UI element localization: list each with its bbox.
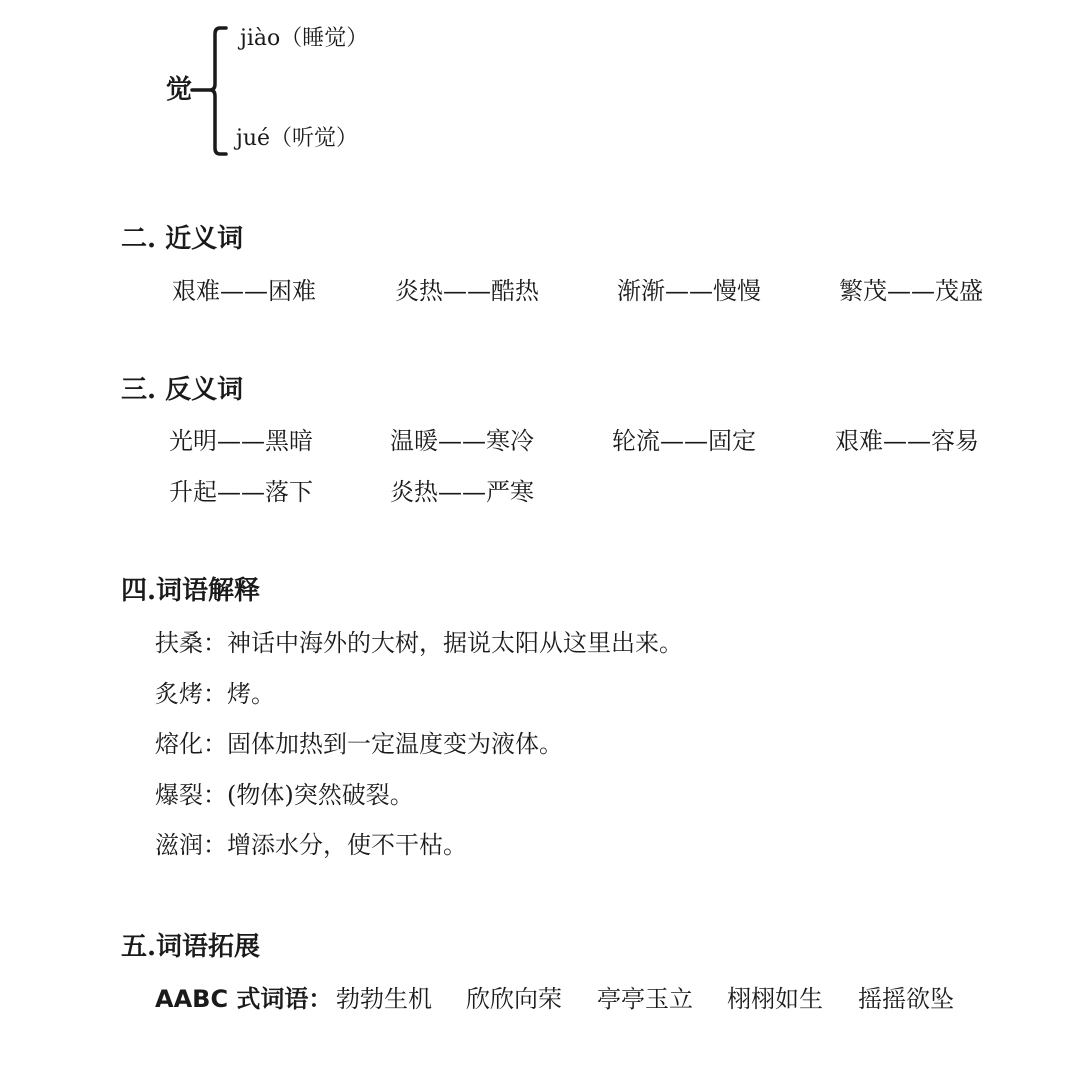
pair-right: 固定 xyxy=(708,427,756,455)
antonym-pair xyxy=(169,426,313,456)
expansion-word: 摇摇欲坠 xyxy=(858,985,954,1013)
reading-word: （睡觉） xyxy=(280,26,369,51)
explanation-item xyxy=(155,679,275,709)
pair-dash: —— xyxy=(438,478,486,506)
pair-dash: —— xyxy=(887,277,935,305)
pair-dash: —— xyxy=(438,427,486,455)
reading-pinyin: jiào xyxy=(240,26,281,51)
explanation-item xyxy=(155,628,683,658)
explanation-item xyxy=(155,729,563,759)
term: 滋润 xyxy=(155,831,203,859)
section-heading-antonyms: 三. 反义词 xyxy=(121,375,244,405)
expansion-word: 勃勃生机 xyxy=(336,985,432,1013)
pair-right: 寒冷 xyxy=(486,427,534,455)
explanation-item xyxy=(155,780,414,810)
pair-dash: —— xyxy=(220,277,268,305)
pair-dash: —— xyxy=(665,277,713,305)
pair-right: 茂盛 xyxy=(935,277,983,305)
section-heading-explanations: 四.词语解释 xyxy=(121,576,261,606)
term: 爆裂 xyxy=(155,781,203,809)
pair-dash: —— xyxy=(443,277,491,305)
antonym-pair xyxy=(612,426,756,456)
pair-left: 升起 xyxy=(169,478,217,506)
section-heading-expansion: 五.词语拓展 xyxy=(121,932,261,962)
pair-left: 繁茂 xyxy=(839,277,887,305)
polyphone-char: 觉 xyxy=(166,75,193,105)
expansion-word: 欣欣向荣 xyxy=(466,985,562,1013)
reading-word: （听觉） xyxy=(270,126,359,151)
pair-left: 渐渐 xyxy=(617,277,665,305)
pair-right: 容易 xyxy=(931,427,979,455)
pair-left: 艰难 xyxy=(172,277,220,305)
synonym-pair xyxy=(395,276,539,306)
brace-icon xyxy=(190,26,230,158)
antonym-pair xyxy=(835,426,979,456)
reading-1 xyxy=(240,25,368,53)
definition: 烤。 xyxy=(227,680,275,708)
pair-right: 慢慢 xyxy=(713,277,761,305)
synonym-pair xyxy=(617,276,761,306)
antonym-pair xyxy=(390,426,534,456)
pair-left: 光明 xyxy=(169,427,217,455)
pair-right: 严寒 xyxy=(486,478,534,506)
synonym-pair xyxy=(172,276,316,306)
antonym-pair xyxy=(169,477,313,507)
pair-dash: —— xyxy=(217,478,265,506)
colon: ： xyxy=(203,781,227,809)
pair-right: 黑暗 xyxy=(265,427,313,455)
pair-left: 炎热 xyxy=(390,478,438,506)
colon: ： xyxy=(203,831,227,859)
term: 熔化 xyxy=(155,730,203,758)
pair-left: 炎热 xyxy=(395,277,443,305)
pair-right: 困难 xyxy=(268,277,316,305)
definition: 固体加热到一定温度变为液体。 xyxy=(227,730,563,758)
term: 扶桑 xyxy=(155,629,203,657)
pair-right: 落下 xyxy=(265,478,313,506)
pair-left: 轮流 xyxy=(612,427,660,455)
definition: (物体)突然破裂。 xyxy=(227,781,414,809)
expansion-label-latin: AABC xyxy=(155,985,229,1013)
expansion-line xyxy=(155,984,332,1014)
definition: 神话中海外的大树，据说太阳从这里出来。 xyxy=(227,629,683,657)
expansion-word: 栩栩如生 xyxy=(727,985,823,1013)
explanation-item xyxy=(155,830,467,860)
antonym-pair xyxy=(390,477,534,507)
pair-dash: —— xyxy=(883,427,931,455)
colon: ： xyxy=(203,680,227,708)
synonym-pair xyxy=(839,276,983,306)
pair-right: 酷热 xyxy=(491,277,539,305)
pair-left: 温暖 xyxy=(390,427,438,455)
colon: ： xyxy=(203,629,227,657)
colon: ： xyxy=(203,730,227,758)
pair-left: 艰难 xyxy=(835,427,883,455)
pair-dash: —— xyxy=(660,427,708,455)
definition: 增添水分，使不干枯。 xyxy=(227,831,467,859)
pair-dash: —— xyxy=(217,427,265,455)
reading-pinyin: jué xyxy=(236,126,271,151)
reading-2 xyxy=(236,125,358,153)
expansion-word: 亭亭玉立 xyxy=(597,985,693,1013)
section-heading-synonyms: 二. 近义词 xyxy=(121,224,244,254)
term: 炙烤 xyxy=(155,680,203,708)
expansion-label: 式词语： xyxy=(228,984,333,1013)
